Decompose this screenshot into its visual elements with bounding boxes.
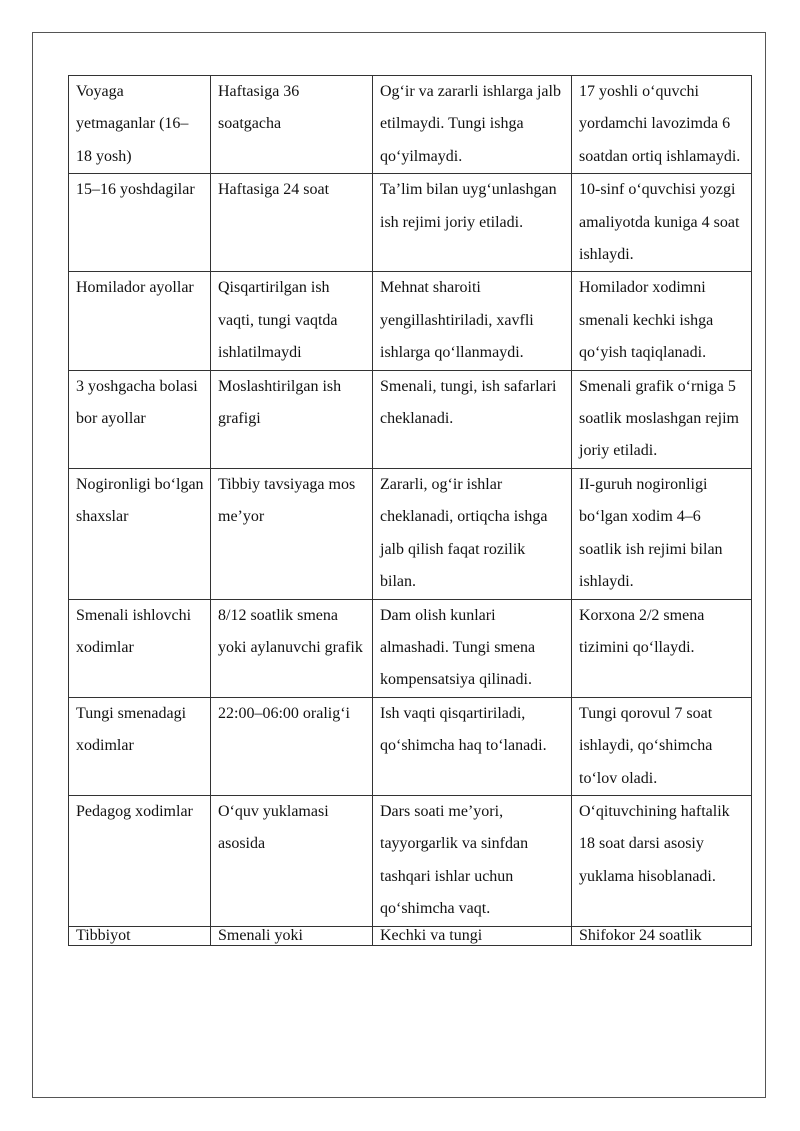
table-cell-hours: Tibbiy tavsiyaga mos me’yor	[211, 468, 373, 599]
table-cell-conditions: Dars soati me’yori, tayyorgarlik va sinfdan tashqari ishlar uchun qo‘shimcha vaqt.	[373, 795, 572, 926]
table-row	[69, 76, 752, 174]
cell-text: Smenali yoki	[218, 926, 303, 944]
table-cell-conditions: Og‘ir va zararli ishlarga jalb etilmaydi. Tungi ishga qo‘yilmaydi.	[373, 76, 572, 174]
table-cell-example: Smenali grafik o‘rniga 5 soatlik moslashgan rejim joriy etiladi.	[572, 370, 752, 468]
cell-text: Shifokor 24 soatlik	[579, 926, 702, 944]
table-cell-hours: Moslashtirilgan ish grafigi	[211, 370, 373, 468]
table-cell-example: Korxona 2/2 smena tizimini qo‘llaydi.	[572, 599, 752, 697]
table-cell-hours: 22:00–06:00 oralig‘i	[211, 697, 373, 795]
table-row	[69, 370, 752, 468]
table-cell-conditions: Smenali, tungi, ish safarlari cheklanadi.	[373, 370, 572, 468]
table-cell-example: O‘qituvchining haftalik 18 soat darsi asosiy yuklama hisoblanadi.	[572, 795, 752, 926]
table-cell-category: 15–16 yoshdagilar	[69, 174, 211, 272]
table-row	[69, 599, 752, 697]
table-cell-hours: Haftasiga 36 soatgacha	[211, 76, 373, 174]
table-cell-example: Homilador xodimni smenali kechki ishga qo‘yish taqiqlanadi.	[572, 272, 752, 370]
table-row	[69, 174, 752, 272]
table-row	[69, 795, 752, 926]
table-cell-conditions: Dam olish kunlari almashadi. Tungi smena kompensatsiya qilinadi.	[373, 599, 572, 697]
cell-text: Kechki va tungi	[380, 926, 483, 944]
table-cell-conditions: Mehnat sharoiti yengillashtiriladi, xavfli ishlarga qo‘llanmaydi.	[373, 272, 572, 370]
table-cell-conditions: Zararli, og‘ir ishlar cheklanadi, ortiqcha ishga jalb qilish faqat rozilik bilan.	[373, 468, 572, 599]
table-cell-example: II-guruh nogironligi bo‘lgan xodim 4–6 soatlik ish rejimi bilan ishlaydi.	[572, 468, 752, 599]
table-row	[69, 697, 752, 795]
table-cell-category: Nogironligi bo‘lgan shaxslar	[69, 468, 211, 599]
table-cell-conditions: Ish vaqti qisqartiriladi, qo‘shimcha haq to‘lanadi.	[373, 697, 572, 795]
table-cell-conditions	[373, 926, 572, 945]
table-cell-example: Tungi qorovul 7 soat ishlaydi, qo‘shimcha to‘lov oladi.	[572, 697, 752, 795]
table-cell-hours: O‘quv yuklamasi asosida	[211, 795, 373, 926]
table-cell-hours: Qisqartirilgan ish vaqti, tungi vaqtda ishlatilmaydi	[211, 272, 373, 370]
work-regime-table	[68, 75, 752, 946]
table-cell-example: 10-sinf o‘quvchisi yozgi amaliyotda kuniga 4 soat ishlaydi.	[572, 174, 752, 272]
table-cell-category: 3 yoshgacha bolasi bor ayollar	[69, 370, 211, 468]
table-row	[69, 926, 752, 945]
cell-text: Tibbiyot	[76, 926, 131, 944]
table-cell-hours: Haftasiga 24 soat	[211, 174, 373, 272]
table-cell-category: Smenali ishlovchi xodimlar	[69, 599, 211, 697]
table-row	[69, 272, 752, 370]
table-cell-conditions: Ta’lim bilan uyg‘unlashgan ish rejimi joriy etiladi.	[373, 174, 572, 272]
table-cell-category: Pedagog xodimlar	[69, 795, 211, 926]
table-cell-category: Tungi smenadagi xodimlar	[69, 697, 211, 795]
table-cell-hours: 8/12 soatlik smena yoki aylanuvchi grafik	[211, 599, 373, 697]
table-cell-example: 17 yoshli o‘quvchi yordamchi lavozimda 6 soatdan ortiq ishlamaydi.	[572, 76, 752, 174]
table-cell-hours	[211, 926, 373, 945]
table-cell-category	[69, 926, 211, 945]
table-cell-category: Homilador ayollar	[69, 272, 211, 370]
table-row	[69, 468, 752, 599]
table-cell-category: Voyaga yetmaganlar (16–18 yosh)	[69, 76, 211, 174]
table-cell-example	[572, 926, 752, 945]
